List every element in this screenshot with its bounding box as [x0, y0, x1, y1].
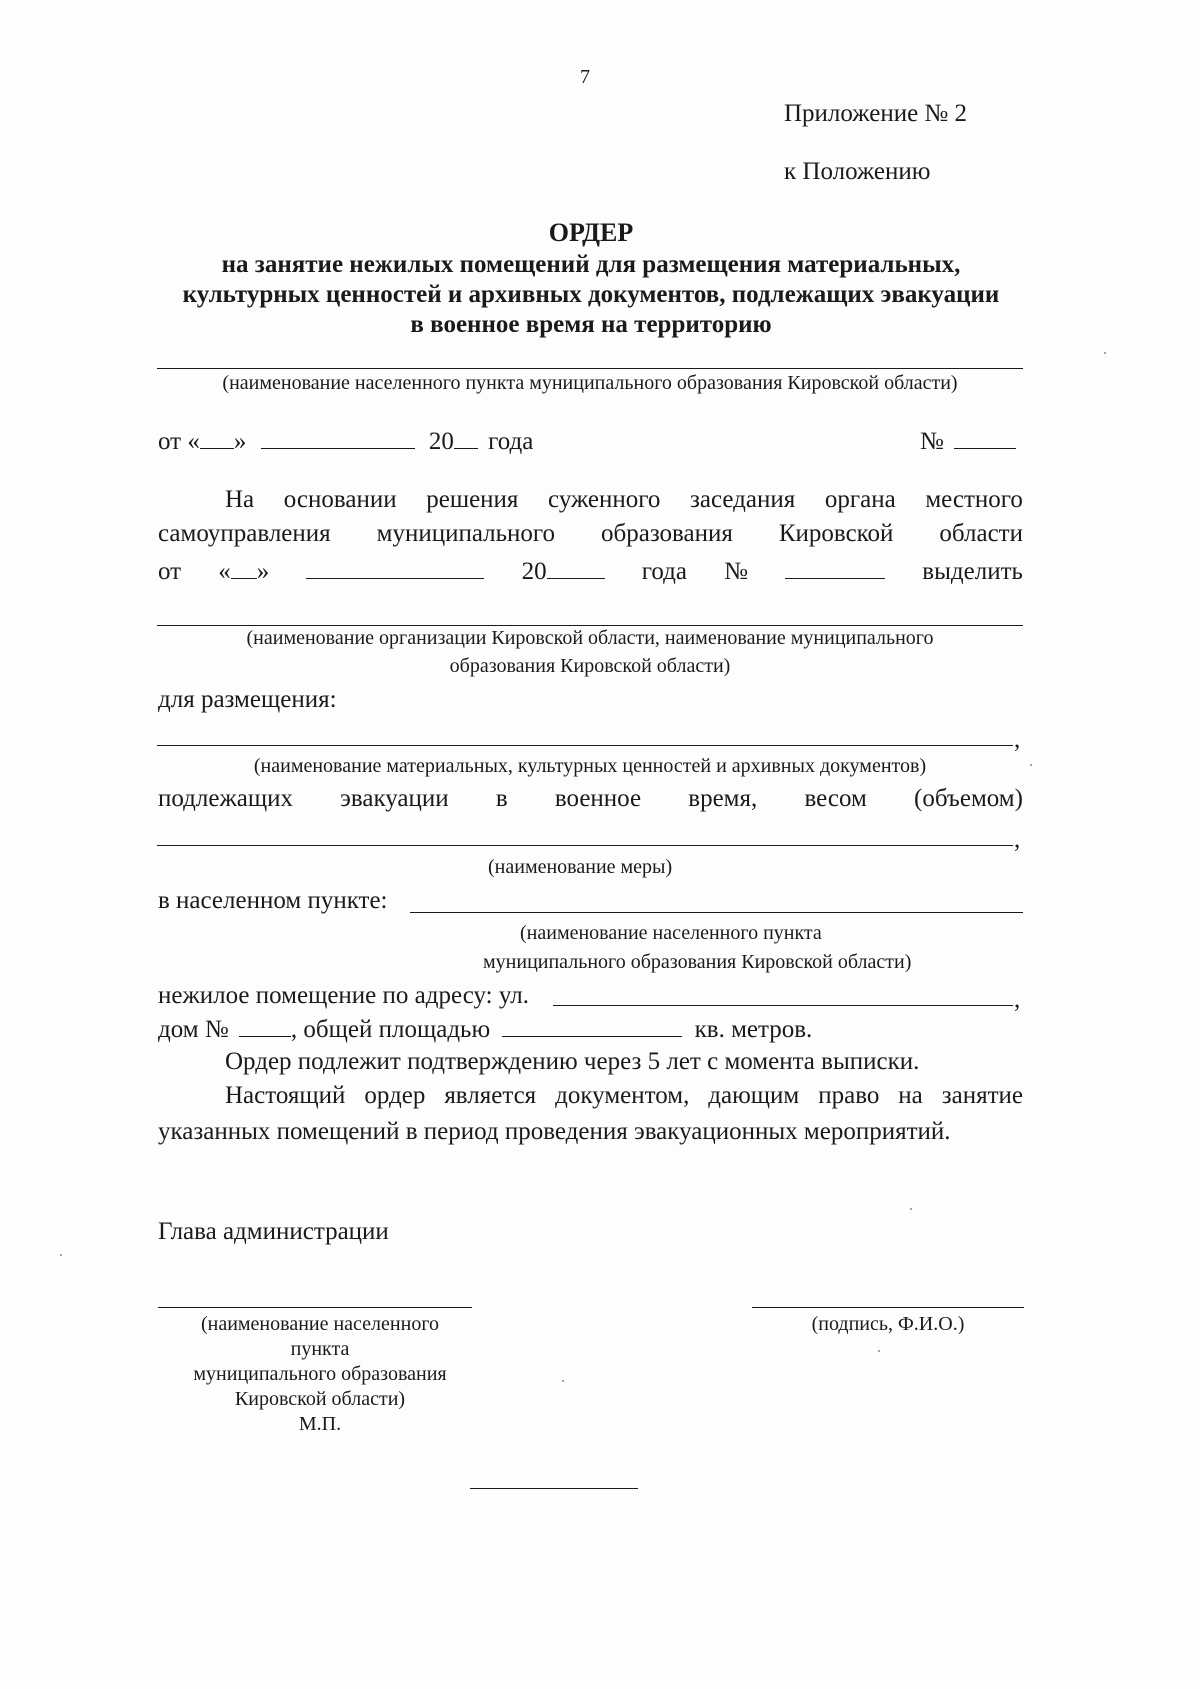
scan-speck	[60, 1254, 62, 1256]
measure-caption: (наименование меры)	[488, 856, 673, 878]
scan-speck	[910, 1208, 912, 1210]
organization-blank-line	[157, 625, 1023, 626]
signature-caption: (подпись, Ф.И.О.)	[811, 1313, 965, 1335]
settlement-signature-line	[158, 1307, 472, 1308]
house-row	[158, 1014, 812, 1044]
word: занятие	[941, 1082, 1023, 1109]
word: Настоящий	[225, 1082, 346, 1109]
for-placement-label: для размещения:	[158, 686, 337, 713]
house-blank	[239, 1014, 291, 1037]
year-prefix: 20	[428, 428, 454, 455]
left-caption-1: (наименование населенного	[200, 1313, 440, 1335]
decision-day: « »	[218, 558, 270, 585]
word: на	[898, 1082, 923, 1109]
settlement-caption: (наименование населенного пункта муниципального образования Кировской области)	[222, 372, 958, 394]
page-number: 7	[580, 66, 590, 88]
word: ордер	[364, 1082, 426, 1109]
decision-month-blank	[306, 556, 484, 579]
settlement-blank-line	[157, 368, 1023, 369]
basis-line-3	[158, 556, 1023, 586]
signature-line	[752, 1307, 1024, 1308]
left-caption-4: Кировской области)	[234, 1388, 406, 1410]
word: право	[818, 1082, 880, 1109]
word: образования	[601, 520, 733, 547]
word: самоуправления	[158, 520, 331, 547]
date-close-quote: »	[233, 428, 247, 455]
word: заседания	[690, 486, 796, 513]
document-text-line-1	[225, 1082, 1023, 1110]
title-line-2: культурных ценностей и архивных документов, подлежащих эвакуации	[182, 281, 1000, 308]
word: в	[495, 785, 508, 812]
comma: ,	[1014, 726, 1021, 753]
day-blank	[200, 426, 234, 449]
word: области	[939, 520, 1023, 547]
comma: ,	[1014, 826, 1021, 853]
date-row	[158, 426, 533, 456]
house-label: дом №	[158, 1016, 229, 1043]
confirm-text: Ордер подлежит подтверждению через 5 лет с момента выписки.	[225, 1048, 920, 1075]
order-number	[920, 426, 1016, 456]
word: (объемом)	[914, 785, 1023, 812]
number-sign: №	[920, 428, 944, 455]
address-blank	[553, 1005, 1013, 1006]
organization-caption-2: образования Кировской области)	[449, 655, 731, 677]
word: дающим	[708, 1082, 800, 1109]
word: военное	[554, 785, 642, 812]
settlement-blank	[410, 912, 1023, 913]
settlement-caption-2a: (наименование населенного пункта	[520, 922, 822, 944]
word: года	[641, 558, 687, 585]
scan-speck	[1104, 352, 1106, 354]
word: эвакуации	[340, 785, 449, 812]
evacuation-line	[158, 785, 1023, 813]
document-text-line-2: указанных помещений в период проведения эвакуационных мероприятий.	[158, 1118, 951, 1145]
settlement-label: в населенном пункте:	[158, 887, 388, 914]
word: решения	[426, 486, 519, 513]
title-line-3: в военное время на территорию	[410, 311, 772, 338]
date-from: от «	[158, 428, 200, 455]
word: местного	[925, 486, 1023, 513]
scan-speck	[562, 1380, 564, 1382]
values-blank-line	[157, 745, 1013, 746]
word: весом	[804, 785, 867, 812]
footer-line	[470, 1488, 638, 1489]
organization-caption-1: (наименование организации Кировской области, наименование муниципального	[246, 627, 934, 649]
basis-line-1	[225, 486, 1023, 514]
word: время,	[688, 785, 758, 812]
scan-speck	[878, 1350, 880, 1352]
year-blank	[454, 426, 478, 449]
stamp-label: М.П.	[298, 1413, 342, 1435]
word: основании	[283, 486, 397, 513]
word: является	[444, 1082, 537, 1109]
values-caption: (наименование материальных, культурных ценностей и архивных документов)	[253, 755, 927, 777]
area-label: , общей площадью	[290, 1016, 491, 1043]
comma: ,	[1014, 986, 1021, 1013]
regulation-label: к Положению	[784, 158, 931, 185]
word: муниципального	[376, 520, 556, 547]
area-unit: кв. метров.	[694, 1016, 813, 1043]
word: от	[158, 558, 182, 585]
left-caption-2: пункта	[290, 1338, 350, 1360]
document-title: ОРДЕР	[548, 218, 634, 247]
word: суженного	[548, 486, 661, 513]
area-blank	[502, 1014, 682, 1037]
word: №	[724, 558, 748, 585]
word: подлежащих	[158, 785, 293, 812]
word: органа	[824, 486, 896, 513]
month-blank	[261, 426, 415, 449]
word: На	[225, 486, 255, 513]
decision-number-blank	[785, 556, 885, 579]
word: документом,	[555, 1082, 690, 1109]
word: Кировской	[778, 520, 894, 547]
basis-line-2	[158, 520, 1023, 548]
head-of-administration: Глава администрации	[158, 1218, 389, 1245]
measure-blank-line	[157, 845, 1013, 846]
left-caption-3: муниципального образования	[193, 1363, 447, 1385]
word: выделить	[922, 558, 1023, 585]
settlement-caption-2b: муниципального образования Кировской области)	[483, 951, 912, 973]
order-number-blank	[954, 426, 1016, 449]
year-word: года	[488, 428, 534, 455]
scan-speck	[1030, 764, 1032, 766]
appendix-label: Приложение № 2	[784, 100, 968, 127]
address-label: нежилое помещение по адресу: ул.	[158, 982, 529, 1009]
decision-year: 20	[522, 556, 605, 586]
title-line-1: на занятие нежилых помещений для размещения материальных,	[221, 251, 961, 278]
